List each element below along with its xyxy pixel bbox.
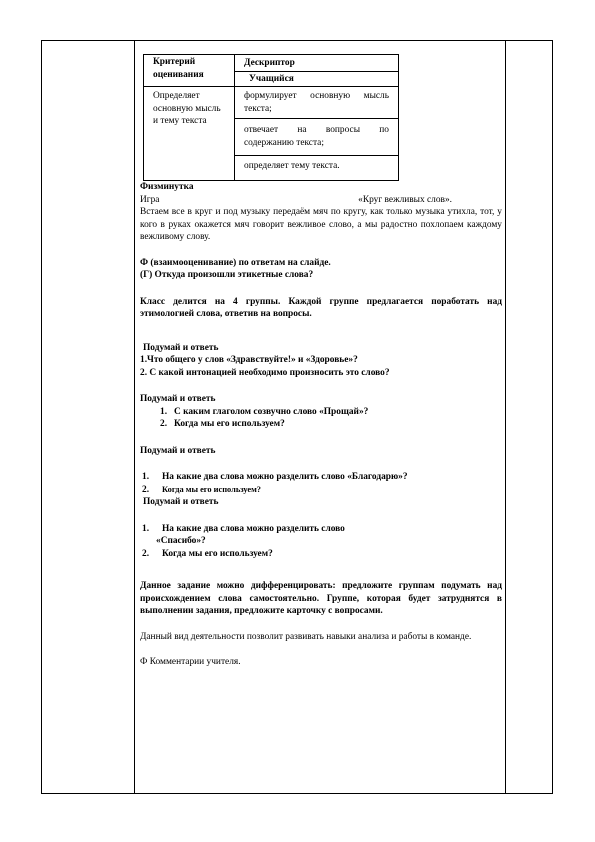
list-item: 1. С каким глаголом созвучно слово «Прощай»? [160,406,369,417]
list-item: 2. Когда мы его используем? [160,419,285,429]
descriptor-cell: определяет тему текста. [235,156,399,181]
list-item: 1. На какие два слова можно разделить слово «Благодарю»? [142,472,408,482]
group-task-line: (Г) Откуда произошли этикетные слова? [140,270,314,280]
fizminutka-text: Встаем все в круг и под музыку передаём мяч по кругу, как только музыка утихла, тот, у кого в руках окажется мяч говорит вежливое слово, а мы радостно похлопаем каждому вежливому слову. [140,207,502,242]
question-list [140,471,502,496]
question-line: 1.Что общего у слов «Здравствуйте!» и «Здоровье»? [140,355,358,365]
question-list [140,406,502,431]
question-list [140,523,502,561]
activity-note: Данный вид деятельности позволит развивать навыки анализа и работы в команде. [140,631,472,642]
column-divider-right [505,40,506,794]
table-row [144,87,399,119]
fizminutka-title: Физминутка [140,182,194,192]
teacher-comment: Ф Комментарии учителя. [140,657,241,667]
fizminutka-game-line [140,194,502,207]
group-heading: Подумай и ответь [140,394,216,404]
descriptor-cell: формулирует основную мысль текста; [235,87,399,119]
lesson-content [140,54,502,669]
column-divider-left [134,40,135,794]
assessment-line: Ф (взаимооценивание) по ответам на слайде. [140,257,331,268]
descriptor-header: Дескриптор [235,55,399,72]
descriptor-cell: отвечает на вопросы по содержанию текста; [235,119,399,156]
group-heading: Подумай и ответь [143,342,219,353]
criterion-cell: Определяет основную мысль и тему текста [144,87,235,181]
criteria-table-header-row [144,55,399,72]
list-item: 2. Когда мы его используем? [142,548,273,559]
list-item: 1. На какие два слова можно разделить слово [142,523,345,534]
group-heading: Подумай и ответь [143,497,219,507]
class-task: Класс делится на 4 группы. Каждой группе предлагается поработать над этимологией слова, ответив на вопросы. [140,296,502,319]
criterion-header: Критерий оценивания [144,55,235,87]
criteria-table [143,54,399,181]
group-heading: Подумай и ответь [140,445,216,456]
differentiation-note: Данное задание можно дифференцировать: предложите группам подумать над происхождением слова самостоятельно. Группе, которая будет затруднятся в выполнении задания, предложите карточку с вопросами. [140,581,502,616]
list-item: 2. Когда мы его используем? [142,484,261,495]
game-name: «Круг вежливых слов». [358,194,452,205]
student-header: Учащийся [235,71,399,87]
list-item: «Спасибо»? [156,536,206,546]
game-word: Игра [140,194,160,205]
question-line: 2. С какой интонацией необходимо произносить это слово? [140,367,390,378]
